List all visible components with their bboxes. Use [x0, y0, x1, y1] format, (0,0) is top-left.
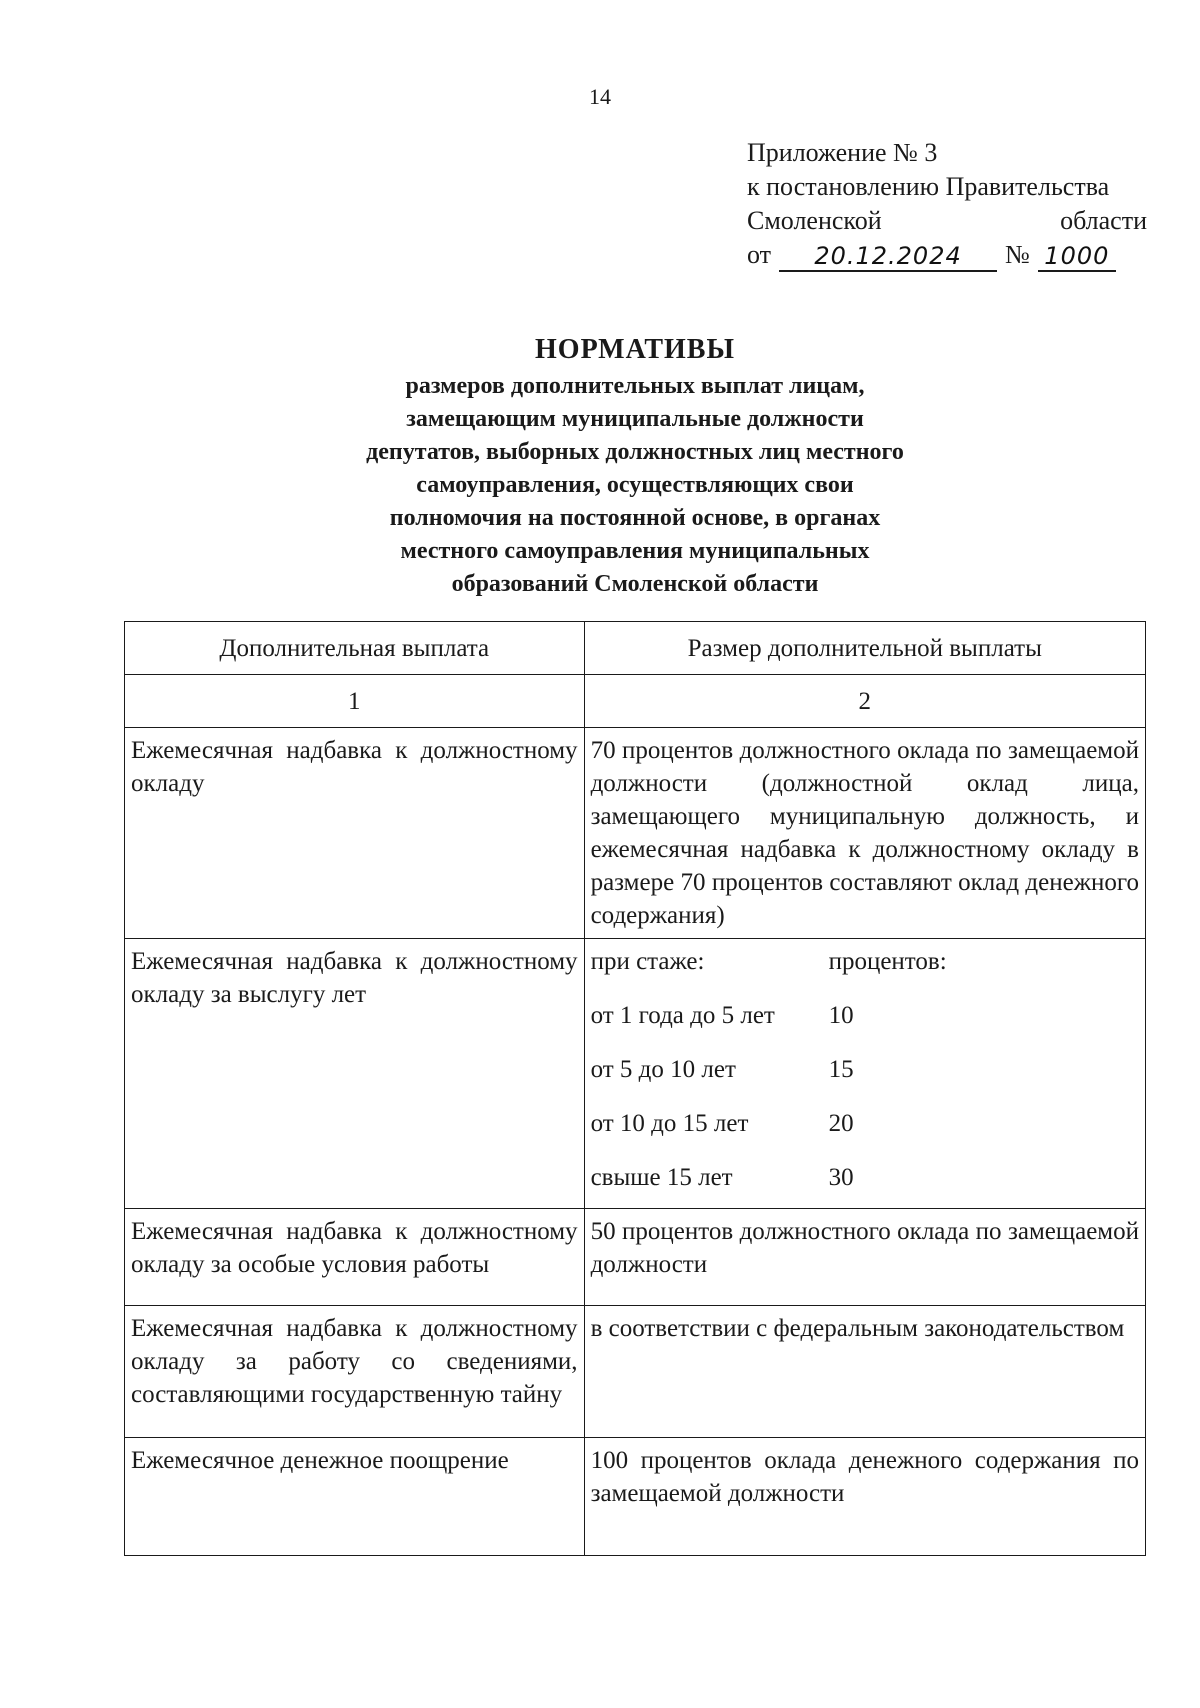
appendix-line-3-right: области — [1060, 206, 1147, 235]
appendix-line-1: Приложение № 3 — [747, 138, 938, 167]
title-main: НОРМАТИВЫ — [535, 334, 735, 365]
title-sub-line: размеров дополнительных выплат лицам, — [405, 373, 865, 399]
payment-text: Ежемесячная надбавка к должностному окладу за выслугу лет — [131, 948, 578, 1008]
service-header-left: при стаже: — [590, 948, 705, 975]
title-sub-line: самоуправления, осуществляющих свои — [416, 472, 854, 498]
service-percent: 10 — [828, 1002, 854, 1029]
page-number: 14 — [589, 84, 611, 109]
document-title — [0, 330, 1200, 601]
amount-cell — [584, 1306, 1145, 1438]
table-index-row — [125, 675, 1146, 728]
amount-text: 100 процентов оклада денежного содержания по замещаемой должности — [590, 1447, 1139, 1507]
title-sub-line: местного самоуправления муниципальных — [400, 538, 870, 564]
index-col-2: 2 — [584, 675, 1145, 728]
service-rate-table — [591, 945, 1139, 1194]
service-period: от 10 до 15 лет — [590, 1110, 749, 1137]
number-prefix: № — [1005, 240, 1030, 269]
table-row — [125, 1209, 1146, 1306]
amount-cell — [584, 728, 1145, 939]
appendix-line-3 — [747, 204, 1147, 238]
amount-text: 50 процентов должностного оклада по замещаемой должности — [590, 1218, 1139, 1278]
date-prefix: от — [747, 240, 772, 269]
payment-text: Ежемесячная надбавка к должностному окладу за особые условия работы — [131, 1218, 578, 1278]
header-payment: Дополнительная выплата — [125, 622, 585, 675]
table-header-row — [125, 622, 1146, 675]
amount-cell — [584, 1438, 1145, 1556]
service-rate-row — [591, 978, 1139, 1032]
amount-cell — [584, 939, 1145, 1209]
service-rate-header — [591, 945, 1139, 978]
service-percent: 30 — [828, 1164, 854, 1191]
table-row — [125, 939, 1146, 1209]
service-period: свыше 15 лет — [590, 1164, 733, 1191]
payments-table-container — [124, 621, 1146, 1556]
appendix-line-3-left: Смоленской — [747, 206, 882, 235]
service-rate-row — [591, 1032, 1139, 1086]
payment-cell — [125, 728, 585, 939]
table-row — [125, 728, 1146, 939]
payment-cell — [125, 1438, 585, 1556]
appendix-signature-line — [747, 238, 1147, 272]
service-period: от 5 до 10 лет — [590, 1056, 736, 1083]
handwritten-date: 20.12.2024 — [779, 242, 997, 272]
payment-text: Ежемесячная надбавка к должностному окладу — [131, 737, 578, 797]
amount-cell — [584, 1209, 1145, 1306]
payment-text: Ежемесячное денежное поощрение — [131, 1447, 509, 1474]
appendix-block — [747, 136, 1147, 272]
title-sub-line: депутатов, выборных должностных лиц местного — [366, 439, 904, 465]
index-col-1: 1 — [125, 675, 585, 728]
title-sub-line: образований Смоленской области — [451, 571, 819, 597]
service-rate-row — [591, 1140, 1139, 1194]
title-sub-line: замещающим муниципальные должности — [406, 406, 864, 432]
payment-cell — [125, 1306, 585, 1438]
amount-text: 70 процентов должностного оклада по замещаемой должности (должностной оклад лица, замещающего муниципальную должность, и ежемесячная надбавка к должностному окладу в размере 70 процентов составляют оклад денежного содержания) — [590, 737, 1139, 929]
title-subtitle — [0, 370, 1200, 601]
payment-cell — [125, 939, 585, 1209]
handwritten-number: 1000 — [1038, 242, 1116, 272]
table-row — [125, 1306, 1146, 1438]
service-percent: 15 — [828, 1056, 854, 1083]
amount-text: в соответствии с федеральным законодательством — [590, 1315, 1125, 1342]
appendix-line-2: к постановлению Правительства — [747, 172, 1110, 201]
payment-text: Ежемесячная надбавка к должностному окладу за работу со сведениями, составляющими государственную тайну — [131, 1315, 578, 1408]
payments-table — [124, 621, 1146, 1556]
service-percent: 20 — [828, 1110, 854, 1137]
service-header-right: процентов: — [828, 948, 947, 975]
payment-cell — [125, 1209, 585, 1306]
title-sub-line: полномочия на постоянной основе, в органах — [389, 505, 881, 531]
table-row — [125, 1438, 1146, 1556]
service-period: от 1 года до 5 лет — [590, 1002, 775, 1029]
service-rate-row — [591, 1086, 1139, 1140]
header-amount: Размер дополнительной выплаты — [584, 622, 1145, 675]
